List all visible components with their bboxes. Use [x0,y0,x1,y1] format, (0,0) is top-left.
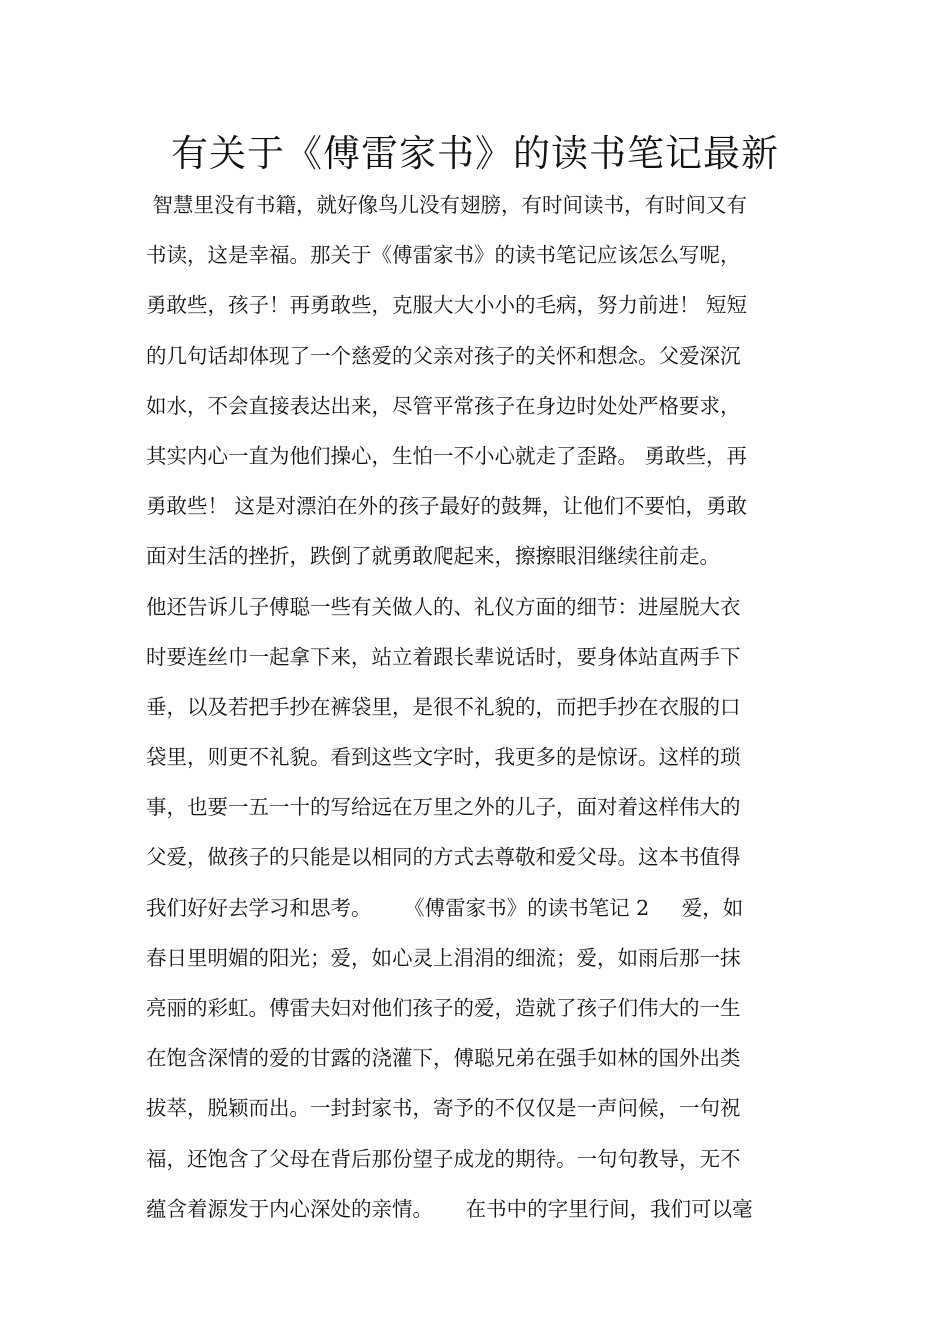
body-line: 垂，以及若把手抄在裤袋里，是很不礼貌的，而把手抄在衣服的口 [146,694,741,719]
body-line: 我们好好去学习和思考。 《傅雷家书》的读书笔记 2 爱，如 [146,895,744,920]
body-line: 如水，不会直接表达出来，尽管平常孩子在身边时处处严格要求， [146,393,741,418]
body-line: 蕴含着源发于内心深处的亲情。 在书中的字里行间，我们可以毫 [146,1196,753,1221]
body-line: 智慧里没有书籍，就好像鸟儿没有翅膀，有时间读书，有时间又有 [146,193,748,217]
body-line: 面对生活的挫折，跌倒了就勇敢爬起来，擦擦眼泪继续往前走。 [146,544,720,569]
body-line: 时要连丝巾一起拿下来，站立着跟长辈说话时，要身体站直两手下 [146,644,741,669]
body-line: 的几句话却体现了一个慈爱的父亲对孩子的关怀和想念。父爱深沉 [146,343,741,368]
document-body [146,180,808,1234]
body-line: 在饱含深情的爱的甘露的浇灌下，傅聪兄弟在强手如林的国外出类 [146,1046,741,1071]
body-line: 他还告诉儿子傅聪一些有关做人的、礼仪方面的细节：进屋脱大衣 [146,594,741,619]
document-title: 有关于《傅雷家书》的读书笔记最新 [171,132,779,175]
body-line: 春日里明媚的阳光；爱，如心灵上涓涓的细流；爱，如雨后那一抹 [146,945,741,970]
body-line: 袋里，则更不礼貌。看到这些文字时，我更多的是惊讶。这样的琐 [146,745,741,770]
body-line: 亮丽的彩虹。傅雷夫妇对他们孩子的爱，造就了孩子们伟大的一生 [146,996,741,1020]
body-line: 其实内心一直为他们操心，生怕一不小心就走了歪路。 勇敢些，再 [146,443,748,468]
body-line: 拔萃，脱颖而出。一封封家书，寄予的不仅仅是一声问候，一句祝 [146,1096,741,1121]
body-line: 事，也要一五一十的写给远在万里之外的儿子，面对着这样伟大的 [146,795,741,820]
body-line: 福，还饱含了父母在背后那份望子成龙的期待。一句句教导，无不 [146,1146,741,1171]
body-line: 勇敢些，孩子！再勇敢些，克服大大小小的毛病，努力前进！ 短短 [146,293,748,318]
body-line: 书读，这是幸福。那关于《傅雷家书》的读书笔记应该怎么写呢， [146,243,741,268]
body-line: 勇敢些！ 这是对漂泊在外的孩子最好的鼓舞，让他们不要怕，勇敢 [146,494,748,519]
body-line: 父爱，做孩子的只能是以相同的方式去尊敬和爱父母。这本书值得 [146,845,741,870]
